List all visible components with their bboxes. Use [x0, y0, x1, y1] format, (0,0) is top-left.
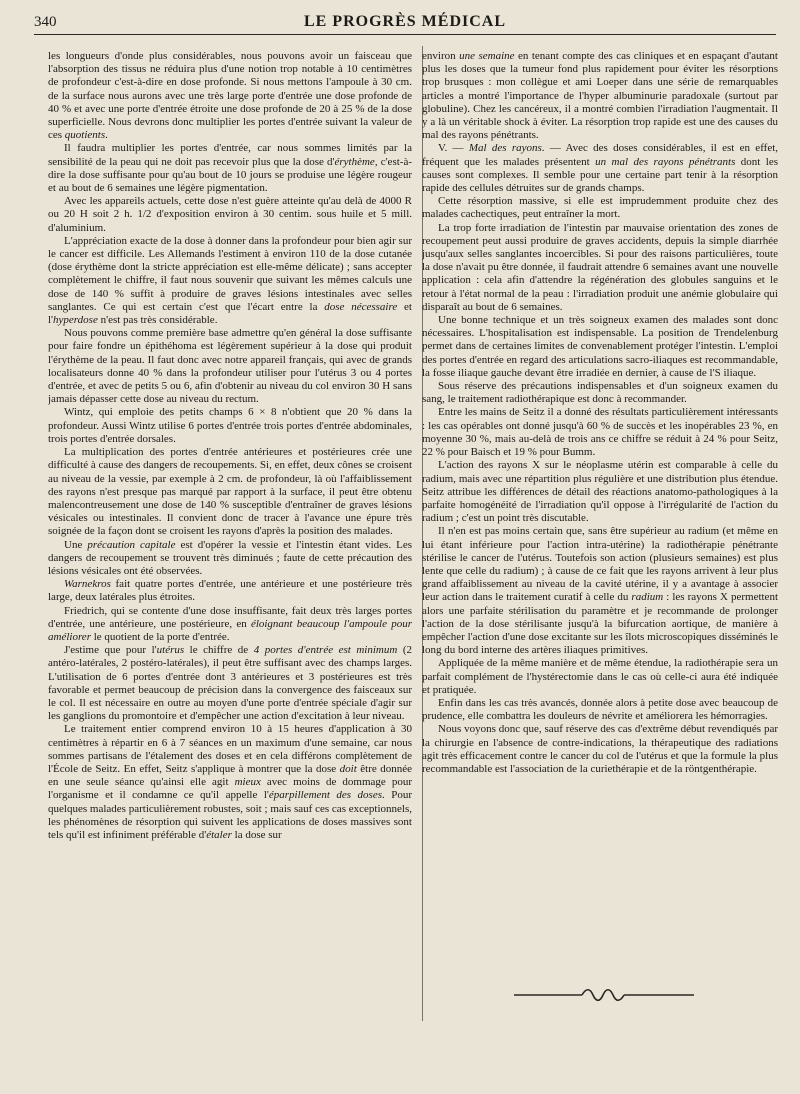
- text-run: dont les causes sont complexes. Il semble pour une certaine part tenir à la résorption rapide des cellules détruites sur de grands champs.: [422, 155, 778, 195]
- paragraph: [48, 142, 412, 195]
- paragraph: [48, 644, 412, 723]
- text-run: Une bonne technique et un très soigneux examen des malades sont donc nécessaires. L'hospitalisation est indispensable. La position de Trendelenburg permet dans de certaines limites de convenablement protéger l'intestin. L'emploi des portes d'entrée en regard des articulations sacro-iliaques est recommandable, la fosse iliaque gauche devant être irradiée en dernier, à cause de l'S iliaque.: [422, 314, 778, 379]
- text-run: Friedrich, qui se contente d'une dose insuffisante, fait deux très larges portes d'entrée, une antérieure, une postérieure, en: [48, 604, 412, 630]
- paragraph: [48, 539, 412, 579]
- text-run: J'estime que pour l': [64, 644, 157, 657]
- text-run: n'est pas très considérable.: [97, 314, 218, 327]
- text-run: Nous pouvons comme première base admettre qu'en général la dose suffisante pour faire fondre un épithéhoma est légèrement supérieur à la dose qui produit l'érythème de la peau. Il faut donc avec notre appareil français, qui avec de grands localisateurs donne 40 % dans la profondeur utiliser pour l'utérus 3 ou 4 portes d'entrée, et avec de petits 5 ou 6, afin d'obtenir au niveau du col environ 30 H sans jamais dépasser cette dose au niveau du rectum.: [48, 327, 412, 406]
- paragraph: [422, 525, 778, 657]
- text-run: fait quatre portes d'entrée, une antérieure et une postérieure très large, deux latérales plus étroites.: [48, 578, 412, 604]
- italic-text: radium: [631, 591, 664, 604]
- end-flourish-icon: [514, 980, 694, 1010]
- text-run: Avec les appareils actuels, cette dose n'est guère atteinte qu'au delà de 4000 R ou 20 H soit 2 h. 1/2 d'exposition environ à 30 centim. sous huile et 5 mill. d'aluminium.: [48, 195, 412, 234]
- text-run: Appliquée de la même manière et de même étendue, la radiothérapie sera un parfait complément de l'hystérectomie dans le cas où celle-ci aura été indiquée et pratiquée.: [422, 657, 778, 696]
- italic-text: éloignant beaucoup l'ampoule pour améliorer: [48, 617, 412, 643]
- paragraph: [48, 235, 412, 327]
- paragraph: [422, 657, 778, 697]
- italic-text: hyperdose: [53, 314, 98, 327]
- text-run: . — Avec des doses considérables, il est en effet, fréquent que les malades présentent: [422, 142, 778, 168]
- text-run: Il faudra multiplier les portes d'entrée, car nous sommes limités par la sensibilité de la peau qui ne doit pas recevoir plus que la dose d': [48, 142, 412, 168]
- text-column-left: [48, 50, 412, 1050]
- paragraph: [422, 222, 778, 314]
- text-run: Enfin dans les cas très avancés, donnée alors à petite dose avec beaucoup de prudence, elle combattra les douleurs de névrite et améliorera les hémorragies.: [422, 696, 778, 723]
- text-run: Le traitement entier comprend environ 10 à 15 heures d'application à 30 centimètres à répartir en 6 à 7 séances en un maximum d'une semaine, car nous sommes partisans de l'étalement des doses et en cela différons complètement de l'École de Seitz. En effet, Seitz s'applique à montrer que la dose: [48, 723, 412, 775]
- italic-text: dose nécessaire: [324, 300, 398, 313]
- italic-text: un mal des rayons pénétrants: [595, 155, 736, 168]
- text-run: L'appréciation exacte de la dose à donner dans la profondeur pour bien agir sur le cancer est difficile. Les Allemands l'estiment à environ 110 de la dose cutanée (dose érythème dont la stricte appréciation est elle-même délicate) ; sans accepter complètement le chiffre, il faut nous souvenir que suivant les mêmes calculs une dose de 140 % suffit à produire de graves lésions intestinales avec selles sanglantes. Ce qui est certain c'est que l'écart entre la: [48, 234, 412, 313]
- paragraph: [422, 380, 778, 406]
- paragraph: [422, 50, 778, 142]
- paragraph: [48, 50, 412, 142]
- paragraph: [48, 406, 412, 446]
- page-number: 340: [34, 14, 57, 30]
- paragraph: [422, 314, 778, 380]
- italic-text: mieux: [234, 776, 261, 789]
- paragraph: [48, 578, 412, 604]
- text-run: les longueurs d'onde plus considérables, nous pouvons avoir un faisceau que l'absorption des tissus ne réduira plus d'une notion trop notable à 10 centimètres de profondeur c'est-à-dire en dose profonde. Si nous mettons l'ampoule à 30 cm. de la surface nous aurons avec une très large porte d'entrée une dose profonde de 40 % et avec une porte d'entrée étroite une dose profonde de 20 à 25 % de la dose superficielle. Nous devrons donc multiplier les portes d'entrée suivant la valeur de ces: [48, 50, 412, 142]
- text-run: L'action des rayons X sur le néoplasme utérin est comparable à celle du radium, mais avec une répartition plus régulière et une distribution plus étendue. Seitz attribue les différences de détail des réactions anatomo-pathologiques à la parfaite homogénéité de l'irradiation qu'il oppose à l'irrégularité de l'action du radium ; c'est un point très discutable.: [422, 459, 778, 525]
- italic-text: étaler: [206, 828, 232, 841]
- text-column-right: [422, 50, 778, 1050]
- italic-text: utérus: [156, 644, 185, 657]
- paragraph: [422, 459, 778, 525]
- paragraph: [422, 406, 778, 459]
- text-run: et l': [48, 300, 412, 327]
- paragraph: [422, 697, 778, 723]
- italic-text: 4 portes d'entrée est minimum: [253, 644, 398, 657]
- text-run: La trop forte irradiation de l'intestin par mauvaise orientation des zones de recoupement peut aussi produire de graves accidents, depuis la simple diarrhée jusqu'aux selles sanglantes incoercibles. Si pour des raisons particulières, toute la dose n'avait pu être donnée, il faudrait attendre 6 semaines avant une nouvelle application : cela afin d'attendre la régénération des globules sanguins et le retour à l'état normal de la peau : l'irradiation produit une anémie globulaire qui disparaît au bout de 6 semaines.: [422, 221, 778, 313]
- text-run: Nous voyons donc que, sauf réserve des cas d'extrême début revendiqués par la chirurgie en l'absence de contre-indications, la thérapeutique des radiations agit très efficacement contre le cancer du col de l'utérus et que la formule la plus recommandable est l'association de la curiethérapie et de la röntgenthérapie.: [422, 723, 778, 775]
- text-run: environ: [422, 50, 460, 62]
- italic-text: doit: [339, 762, 357, 775]
- italic-text: érythème: [334, 155, 375, 168]
- paragraph: [48, 605, 412, 645]
- paragraph: [422, 723, 778, 776]
- italic-text: précaution capitale: [87, 538, 176, 551]
- italic-text: Mal des rayons: [468, 142, 542, 155]
- paragraph: [48, 723, 412, 842]
- journal-title: LE PROGRÈS MÉDICAL: [303, 13, 507, 30]
- text-run: Entre les mains de Seitz il a donné des résultats particulièrement intéressants : les cas opérables ont donné jusqu'à 60 % de succès et les inopérables 23 %, en moyenne 30 %, mais au-delà de trois ans ce chiffre se réduit à 24 % pour Seitz, 22 % pour Baisch et 19 % pour Bumm.: [422, 406, 778, 459]
- text-run: Cette résorption massive, si elle est imprudemment produite chez des malades cachectiques, peut entraîner la mort.: [422, 195, 778, 221]
- paragraph: [422, 142, 778, 195]
- text-run: , c'est-à-dire la dose suffisante pour qu'au bout de 10 jours se produise une légère rougeur et au bout de 6 semaines une légère pigmentation.: [48, 155, 412, 195]
- text-run: en tenant compte des cas cliniques et en espaçant d'autant plus les doses que la tumeur fond plus rapidement pour éviter les résorptions trop brusques : mon collègue et ami Loeper dans une série de remarquables articles a montré l'importance de l'hyper albuminurie paradoxale (surtout par globuline). Chez les cancéreux, il a montré combien l'irradiation l'augmentait. Il y a là un véritable shock à éviter. La résorption trop rapide est une des causes du mal des rayons pénétrants.: [422, 50, 778, 142]
- text-run: Il n'en est pas moins certain que, sans être supérieur au radium (et même en lui étant inférieure pour l'action intra-utérine) la radiothérapie pénétrante stérilise le cancer de l'utérus. Toutefois son action (plusieurs semaines) est plus lente que celle du radium) ; à cause de ce fait que les rayons arrivent à leur plus grand affaiblissement au niveau de la cavité utérine, il y a avantage à associer leur action dans le traitement curatif à celle du: [422, 525, 778, 604]
- text-run: le quotient de la porte d'entrée.: [90, 630, 230, 643]
- text-run: la dose sur: [231, 828, 282, 841]
- text-run: : les rayons X permettent alors une parfaite stérilisation du paramètre et je recommande de prolonger l'action de la dose stérilisante jusqu'à la bifurcation aortique, de manière à empêcher l'action d'une dose excitante sur les îlots microscopiques disséminés le long du bord interne des artères iliaques primitives.: [422, 591, 778, 657]
- text-run: être donnée en une seule séance qu'ainsi elle agit: [48, 762, 412, 789]
- paragraph: [48, 446, 412, 538]
- italic-text: Warnekros: [64, 578, 111, 591]
- page-header: [34, 8, 776, 35]
- paragraph: [48, 327, 412, 406]
- text-run: Wintz, qui emploie des petits champs 6 × 8 n'obtient que 20 % dans la profondeur. Aussi Wintz utilise 6 portes d'entrée trois portes d'entrée abdominales, trois portes d'entrée dorsales.: [48, 406, 412, 445]
- italic-text: quotients: [64, 129, 106, 142]
- text-run: (2 antéro-latérales, 2 postéro-latérales), il peut être suffisant avec des champs larges. L'utilisation de 6 portes d'entrée dont 3 antérieures et 3 postérieures est très favorable et permet beaucoup de précision dans la convergence des faisceaux sur le col. Il est nécessaire en outre au moyen d'une porte d'entrée spéciale d'agir sur les ganglions du promontoire et d'empêcher une action d'excitation à leur niveau.: [48, 644, 412, 723]
- text-run: .: [105, 129, 108, 142]
- italic-text: éparpillement des doses: [268, 789, 382, 802]
- text-run: est d'opérer la vessie et l'intestin étant vides. Les dangers de recoupement se trouvent très diminués ; faute de cette précaution des lésions vésicales ont été observées.: [48, 538, 412, 577]
- text-run: . Pour quelques malades particulièrement robustes, soit ; mais sauf ces cas exceptionnels, les phénomènes de résorption qui suivent les applications de doses massives sont tels qu'il est infiniment préférable d': [48, 789, 412, 841]
- text-run: V. —: [438, 142, 469, 155]
- italic-text: une semaine: [459, 50, 515, 62]
- paragraph: [48, 195, 412, 235]
- text-run: Sous réserve des précautions indispensables et d'un soigneux examen du sang, le traitement radiothérapique est donc à recommander.: [422, 380, 778, 406]
- text-run: le chiffre de: [184, 644, 254, 657]
- text-run: La multiplication des portes d'entrée antérieures et postérieures crée une difficulté à cause des dangers de recoupements. Si, en effet, deux cônes se croisent au niveau de la vessie, par exemple à 2 cm. de profondeur, là où l'affaiblissement des rayons n'est presque pas marqué par rapport à la surface, il peut être obtenu malencontreusement une dose de 140 % susceptible d'entraîner de graves lésions vésicales ou intestinales. Il convient donc de tracer à l'avance une épure très soignée de la façon dont se croisent les rayons d'après la position des malades.: [48, 446, 412, 538]
- text-run: avec moins de dommage pour l'organisme et il condamne ce qu'il appelle l': [48, 776, 412, 802]
- text-run: Une: [64, 538, 88, 551]
- paragraph: [422, 195, 778, 221]
